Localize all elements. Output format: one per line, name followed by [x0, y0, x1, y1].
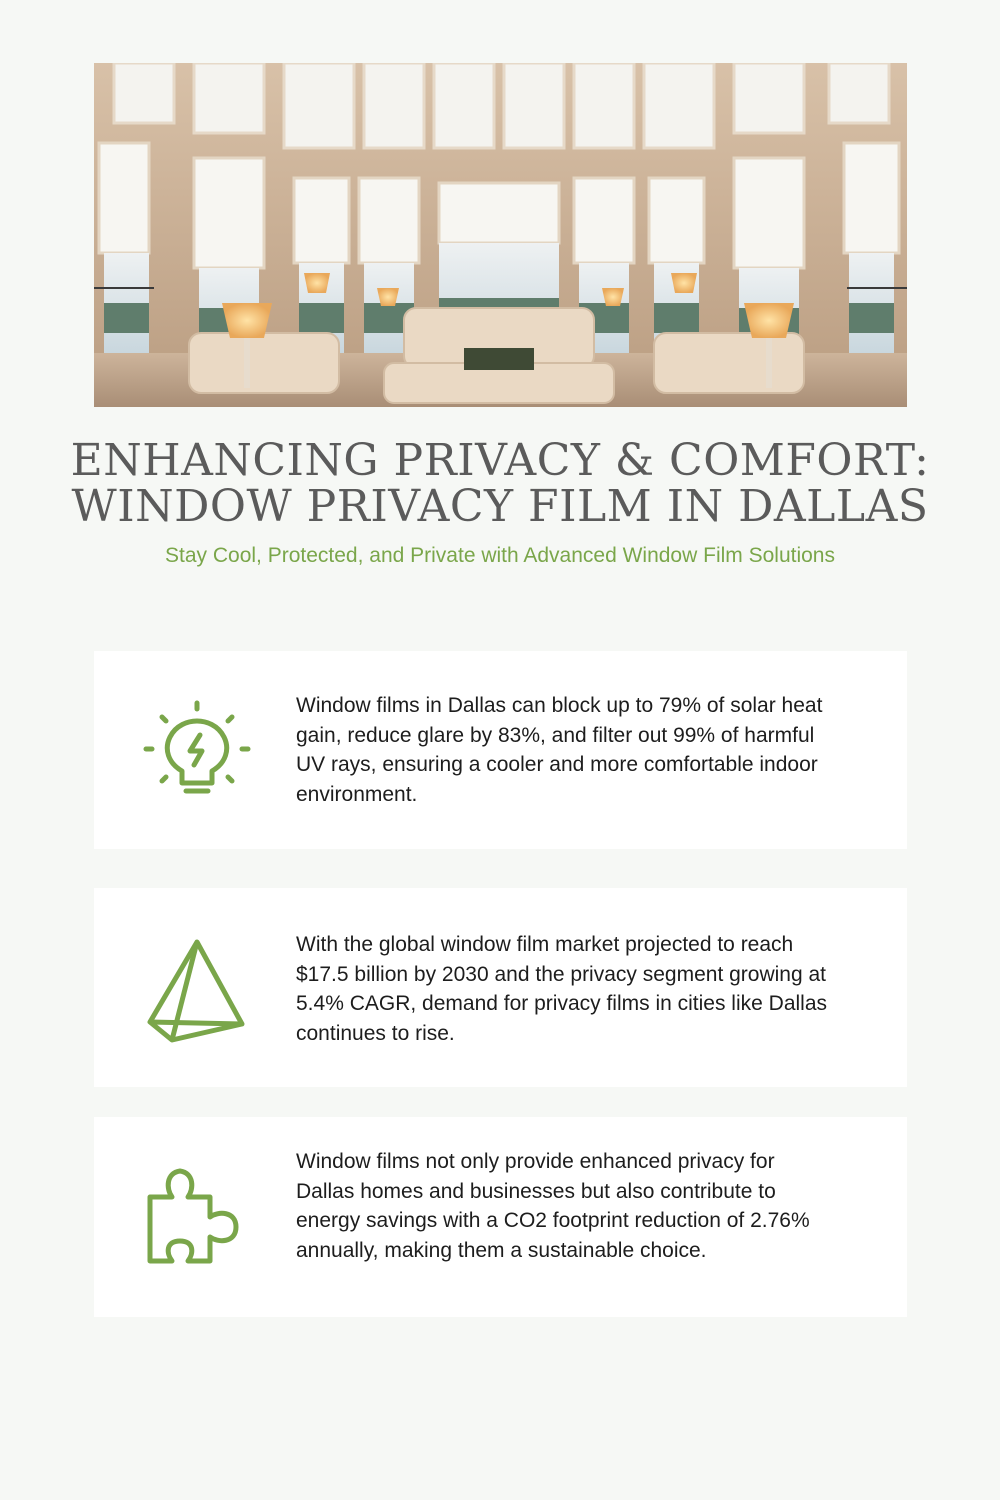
page-title [60, 435, 940, 532]
hero-image [94, 63, 907, 407]
card-text: Window films not only provide enhanced privacy for Dallas homes and businesses but also contribute to energy savings with a CO2 footprint reduction of 2.76% annually, making them a sustainable choice. [296, 1150, 810, 1262]
pyramid-icon [142, 936, 252, 1046]
title-line-1: ENHANCING PRIVACY & COMFORT: [70, 435, 930, 486]
info-card-energy [94, 1117, 907, 1317]
card-text: Window films in Dallas can block up to 79% of solar heat gain, reduce glare by 83%, and filter out 99% of harmful UV rays, ensuring a cooler and more comfortable indoor environment. [296, 694, 823, 806]
lightbulb-icon [142, 699, 252, 809]
card-text: With the global window film market projected to reach $17.5 billion by 2030 and the privacy segment growing at 5.4% CAGR, demand for privacy films in cities like Dallas continues to rise. [296, 933, 828, 1045]
puzzle-piece-icon [142, 1163, 252, 1273]
info-card-heat [94, 651, 907, 849]
info-card-market [94, 888, 907, 1087]
title-line-2: WINDOW PRIVACY FILM IN DALLAS [71, 481, 929, 532]
page-subtitle: Stay Cool, Protected, and Private with Advanced Window Film Solutions [165, 544, 835, 567]
